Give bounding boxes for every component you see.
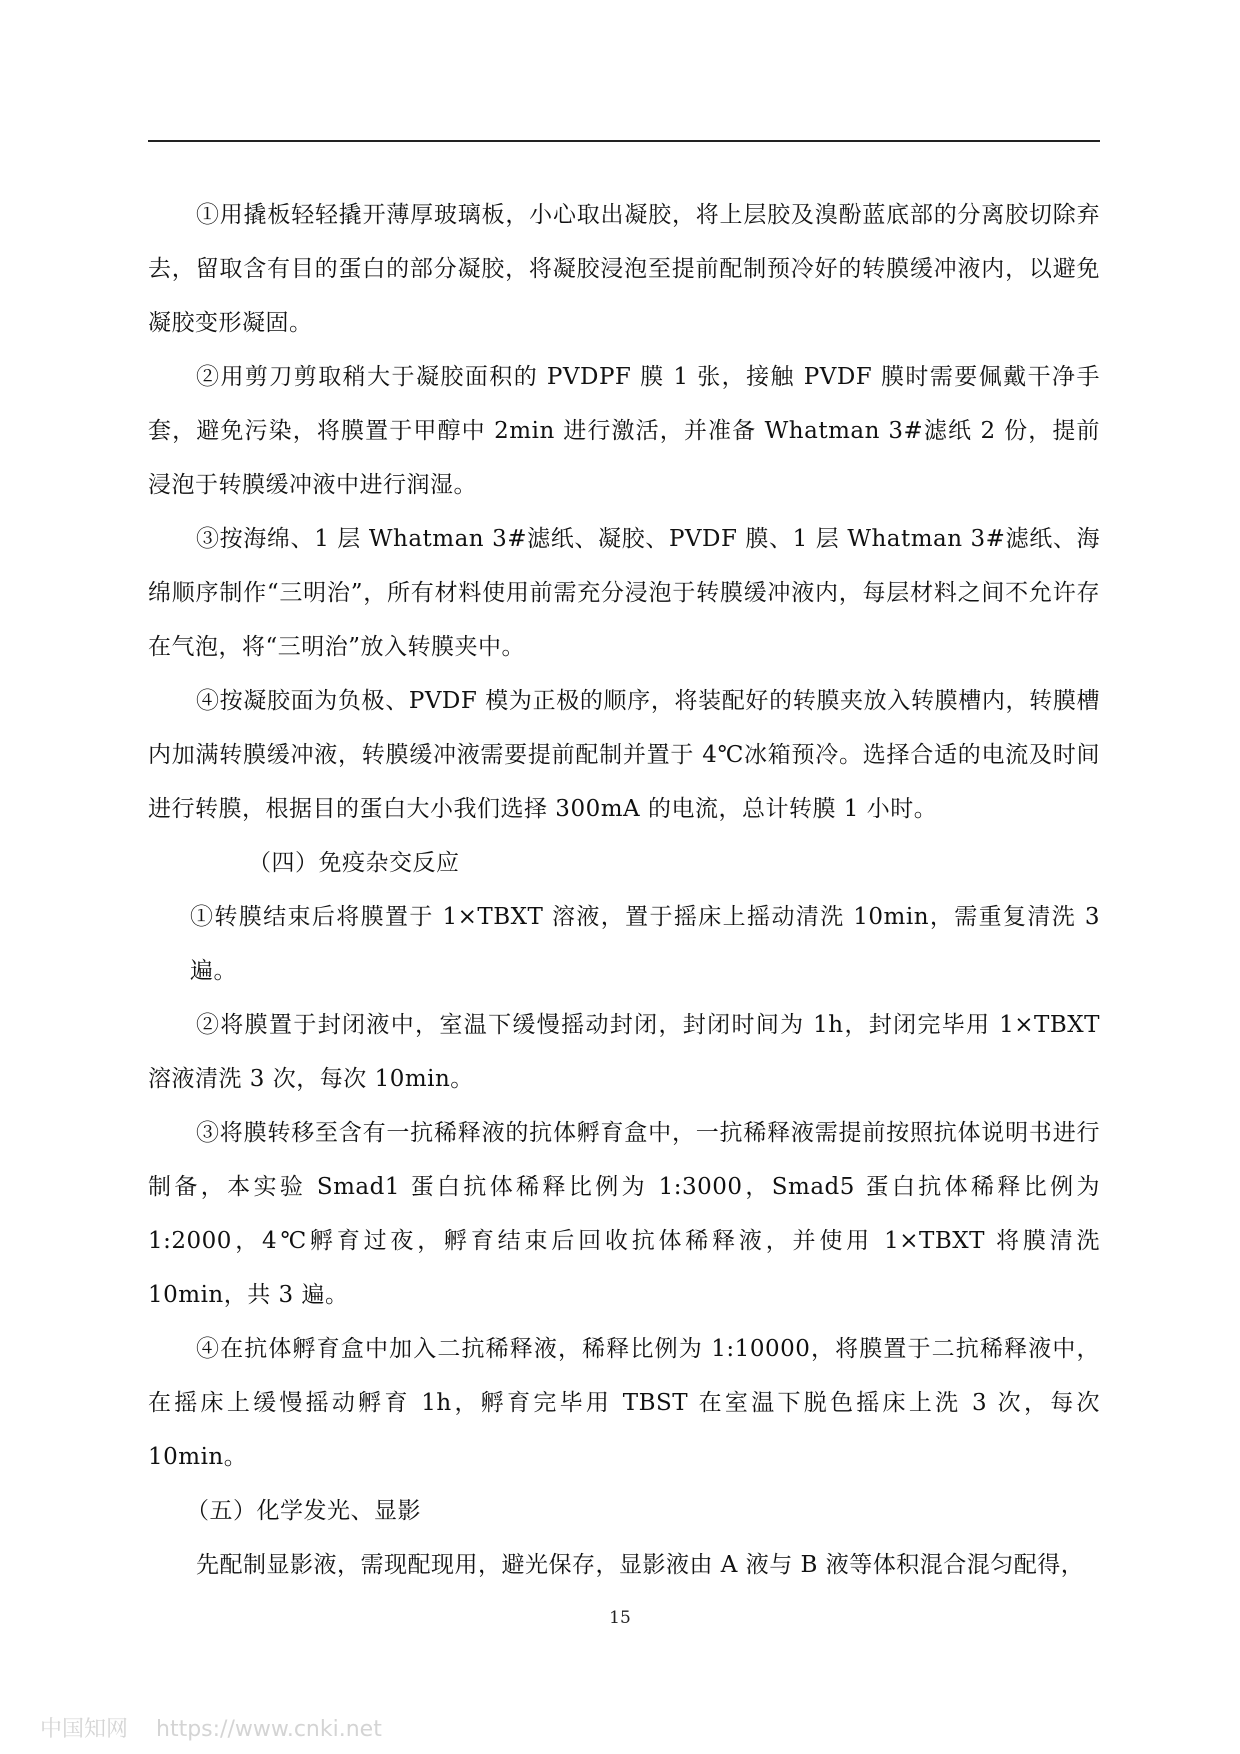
paragraph-secondary-antibody: ④在抗体孵育盒中加入二抗稀释液，稀释比例为 1:10000，将膜置于二抗稀释液中，在摇床上缓慢摇动孵育 1h，孵育完毕用 TBST 在室温下脱色摇床上洗 3 次，每次 10min。 (148, 1336, 1100, 1470)
watermark-brand: 中国知网 (40, 1717, 129, 1742)
paragraph-transfer-run: ④按凝胶面为负极、PVDF 模为正极的顺序，将装配好的转膜夹放入转膜槽内，转膜槽内加满转膜缓冲液，转膜缓冲液需要提前配制并置于 4℃冰箱预冷。选择合适的电流及时间进行转膜，根据目的蛋白大小我们选择 300mA 的电流，总计转膜 1 小时。 (148, 688, 1100, 822)
watermark-url: https://www.cnki.net (156, 1717, 382, 1742)
paragraph-primary-antibody: ③将膜转移至含有一抗稀释液的抗体孵育盒中，一抗稀释液需提前按照抗体说明书进行制备，本实验 Smad1 蛋白抗体稀释比例为 1:3000，Smad5 蛋白抗体稀释比例为 1:2000，4℃孵育过夜，孵育结束后回收抗体稀释液，并使用 1×TBXT 将膜清洗 10min，共 3 遍。 (148, 1120, 1100, 1308)
header-rule (148, 140, 1100, 142)
document-body (148, 188, 1100, 1592)
paragraph-developer: 先配制显影液，需现配现用，避光保存，显影液由 A 液与 B 液等体积混合混匀配得， (196, 1552, 1085, 1578)
paragraph-pvdf-membrane: ②用剪刀剪取稍大于凝胶面积的 PVDPF 膜 1 张，接触 PVDF 膜时需要佩戴干净手套，避免污染，将膜置于甲醇中 2min 进行激活，并准备 Whatman 3#滤纸 2 份，提前浸泡于转膜缓冲液中进行润湿。 (148, 364, 1100, 498)
paragraph-sandwich-assembly: ③按海绵、1 层 Whatman 3#滤纸、凝胶、PVDF 膜、1 层 Whatman 3#滤纸、海绵顺序制作“三明治”，所有材料使用前需充分浸泡于转膜缓冲液内，每层材料之间不允许存在气泡，将“三明治”放入转膜夹中。 (148, 526, 1100, 660)
section-heading-immunoblot: （四）免疫杂交反应 (248, 850, 460, 876)
section-heading-chemiluminescence: （五）化学发光、显影 (186, 1498, 421, 1524)
page-number: 15 (609, 1608, 631, 1628)
watermark (40, 1712, 382, 1743)
paragraph-wash: ①转膜结束后将膜置于 1×TBXT 溶液，置于摇床上摇动清洗 10min，需重复清洗 3 遍。 (190, 904, 1100, 984)
paragraph-gel-removal: ①用撬板轻轻撬开薄厚玻璃板，小心取出凝胶，将上层胶及溴酚蓝底部的分离胶切除弃去，留取含有目的蛋白的部分凝胶，将凝胶浸泡至提前配制预冷好的转膜缓冲液内，以避免凝胶变形凝固。 (148, 202, 1100, 336)
paragraph-blocking: ②将膜置于封闭液中，室温下缓慢摇动封闭，封闭时间为 1h，封闭完毕用 1×TBXT 溶液清洗 3 次，每次 10min。 (148, 1012, 1100, 1092)
